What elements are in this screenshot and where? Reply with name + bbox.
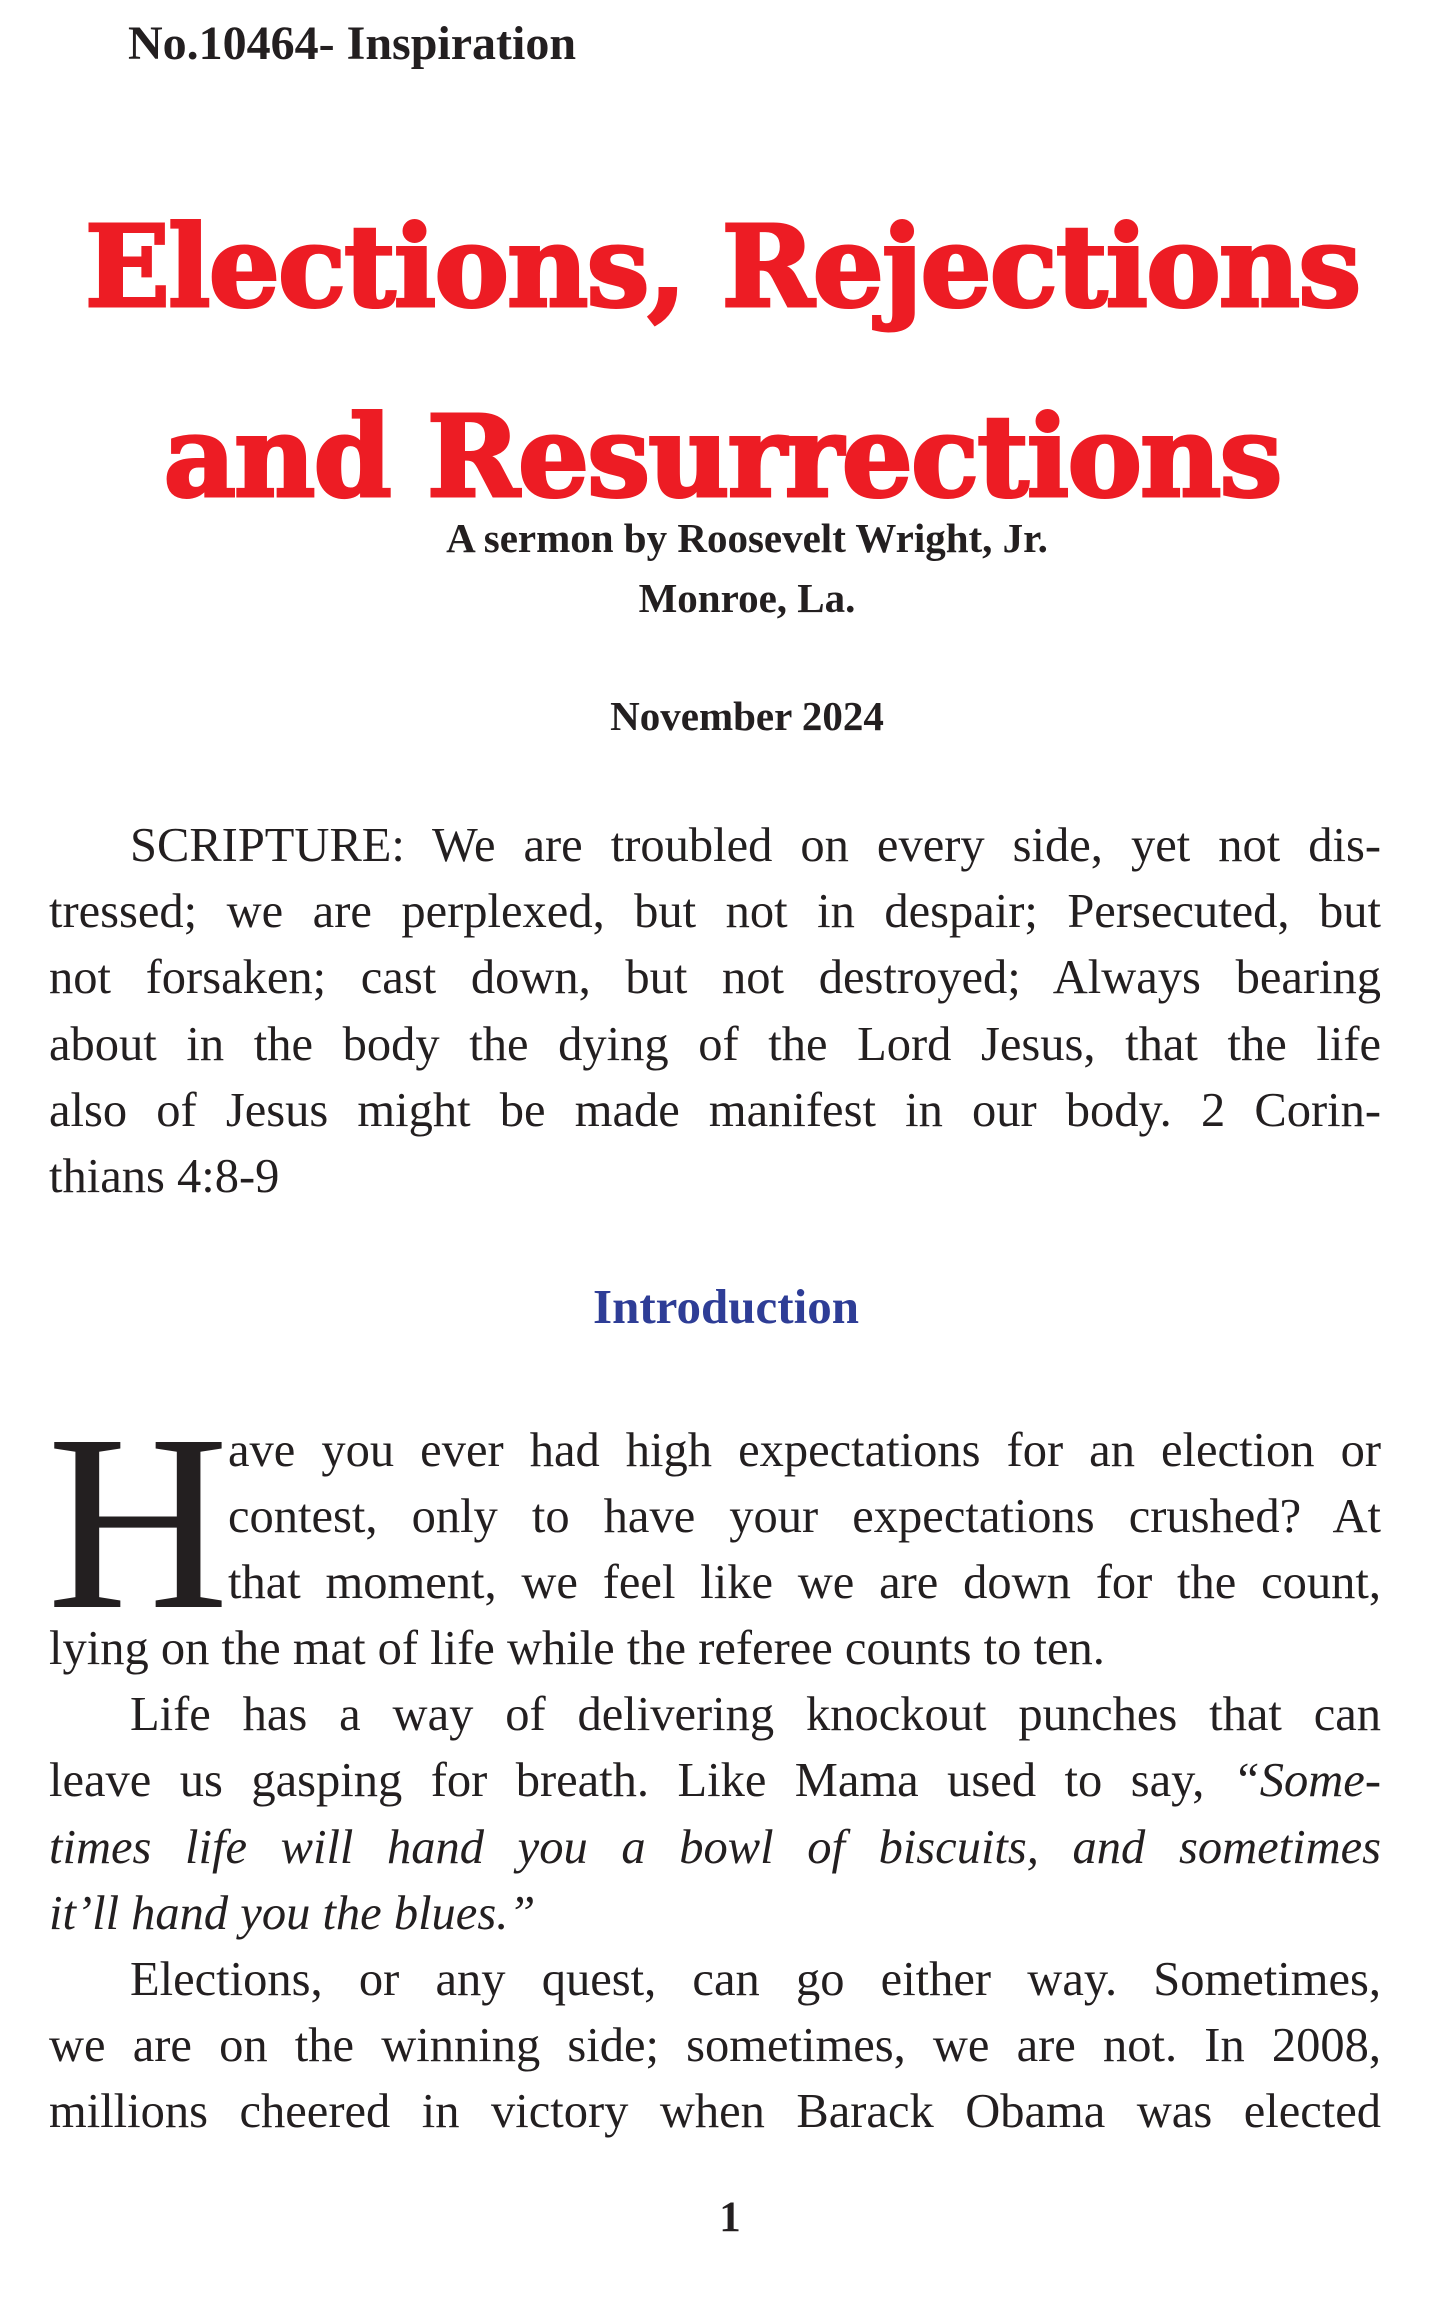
intro-line: Life has a way of delivering knockout punches that can bbox=[130, 1688, 1381, 1742]
quote-text: “Some- bbox=[1232, 1754, 1381, 1808]
intro-line bbox=[49, 1748, 1381, 1814]
scripture-line: not forsaken; cast down, but not destroyed; Always bearing bbox=[49, 951, 1381, 1005]
scripture-line: SCRIPTURE: We are troubled on every side, yet not dis- bbox=[130, 819, 1381, 872]
author-location: Monroe, La. bbox=[638, 575, 856, 621]
intro-line bbox=[49, 1815, 1381, 1881]
page-number: 1 bbox=[719, 2194, 741, 2241]
intro-paragraph-lead bbox=[228, 1418, 1381, 1617]
scripture-line: also of Jesus might be made manifest in our body. 2 Corin- bbox=[49, 1083, 1381, 1137]
intro-line: Elections, or any quest, can go either way. Sometimes, bbox=[130, 1953, 1381, 2007]
issue-number: No.10464- Inspiration bbox=[128, 17, 577, 70]
sermon-date: November 2024 bbox=[610, 693, 884, 739]
intro-line bbox=[49, 1881, 1381, 1947]
quote-text: it’ll hand you the blues.” bbox=[49, 1886, 536, 1940]
scripture-line: thians 4:8-9 bbox=[49, 1150, 280, 1204]
scripture-line: tressed; we are perplexed, but not in despair; Persecuted, but bbox=[49, 885, 1381, 939]
intro-text: leave us gasping for breath. Like Mama used to say, bbox=[49, 1754, 1233, 1808]
intro-line: we are on the winning side; sometimes, we are not. In 2008, bbox=[49, 2019, 1381, 2073]
scripture-paragraph bbox=[49, 813, 1381, 1210]
intro-line: lying on the mat of life while the referee counts to ten. bbox=[49, 1622, 1105, 1675]
title-line-1: Elections, Rejections bbox=[84, 202, 1360, 333]
title-line-2: and Resurrections bbox=[163, 392, 1281, 523]
intro-line: contest, only to have your expectations crushed? At bbox=[228, 1490, 1381, 1544]
intro-line: ave you ever had high expectations for an election or bbox=[228, 1424, 1381, 1477]
quote-text: times life will hand you a bowl of biscuits, and sometimes bbox=[49, 1820, 1381, 1874]
section-heading: Introduction bbox=[593, 1279, 859, 1334]
intro-line: that moment, we feel like we are down for the count, bbox=[228, 1556, 1381, 1610]
drop-cap: H bbox=[47, 1382, 229, 1662]
intro-body bbox=[49, 1616, 1381, 2146]
scripture-line: about in the body the dying of the Lord Jesus, that the life bbox=[49, 1017, 1381, 1071]
intro-line: millions cheered in victory when Barack Obama was elected bbox=[49, 2085, 1381, 2139]
author-byline: A sermon by Roosevelt Wright, Jr. bbox=[446, 515, 1048, 561]
